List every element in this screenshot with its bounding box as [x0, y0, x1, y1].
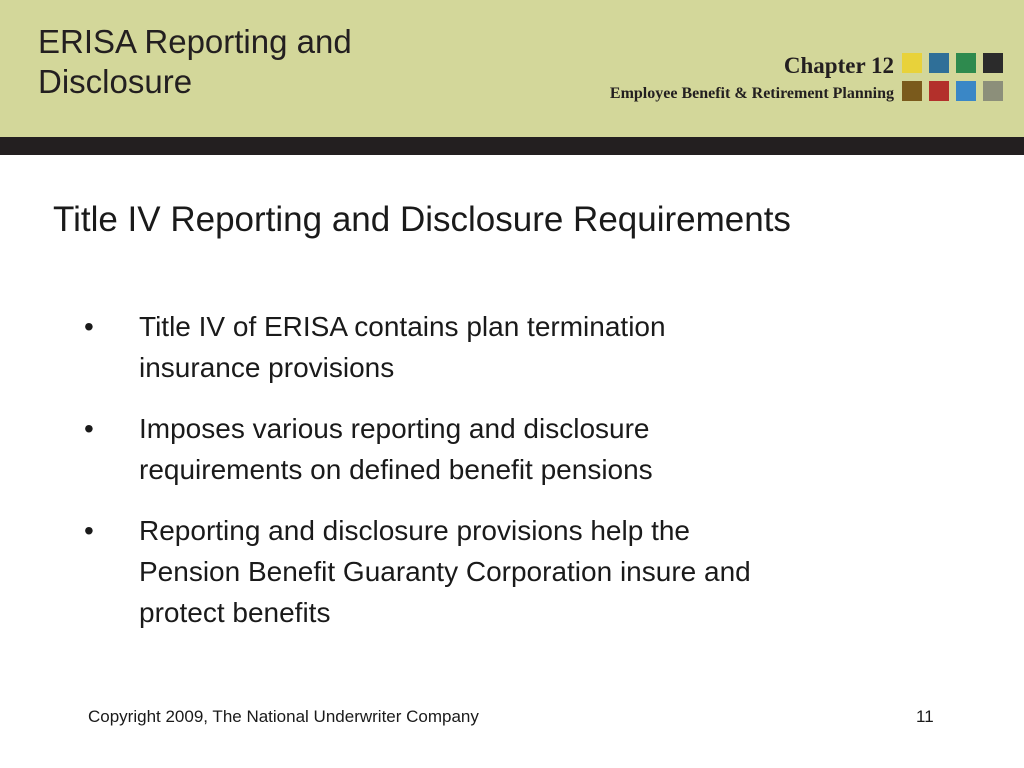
header-band: [0, 0, 1024, 137]
color-swatch-black: [983, 53, 1003, 73]
header-divider-bar: [0, 137, 1024, 155]
list-item: [84, 306, 904, 388]
color-swatch-gray: [983, 81, 1003, 101]
bullet-text-line: Reporting and disclosure provisions help the: [139, 515, 690, 546]
deck-title-line-2: Disclosure: [38, 63, 193, 100]
deck-title: [38, 22, 458, 102]
color-swatch-green: [956, 53, 976, 73]
color-swatch-blue: [929, 53, 949, 73]
page-number: 11: [916, 707, 934, 726]
bullet-marker: •: [84, 515, 94, 546]
deck-title-line-1: ERISA Reporting and: [38, 23, 352, 60]
chapter-label: Chapter 12: [783, 53, 894, 78]
bullet-marker: •: [84, 311, 94, 342]
bullet-text-line: Title IV of ERISA contains plan termination: [139, 311, 666, 342]
color-swatch-red: [929, 81, 949, 101]
color-swatch-brown: [902, 81, 922, 101]
book-title: Employee Benefit & Retirement Planning: [609, 85, 894, 102]
bullet-text-line: Pension Benefit Guaranty Corporation insure and: [139, 556, 751, 587]
bullet-list: [84, 306, 904, 653]
bullet-text-line: Imposes various reporting and disclosure: [139, 413, 650, 444]
color-swatch-light-blue: [956, 81, 976, 101]
list-item: [84, 408, 904, 490]
bullet-text-line: insurance provisions: [139, 352, 395, 383]
color-swatch-yellow: [902, 53, 922, 73]
footer-copyright: Copyright 2009, The National Underwriter Company: [88, 707, 479, 726]
list-item: [84, 510, 904, 633]
bullet-text-line: protect benefits: [139, 597, 331, 628]
slide-title: Title IV Reporting and Disclosure Requirements: [53, 200, 791, 239]
bullet-marker: •: [84, 413, 94, 444]
bullet-text-line: requirements on defined benefit pensions: [139, 454, 653, 485]
